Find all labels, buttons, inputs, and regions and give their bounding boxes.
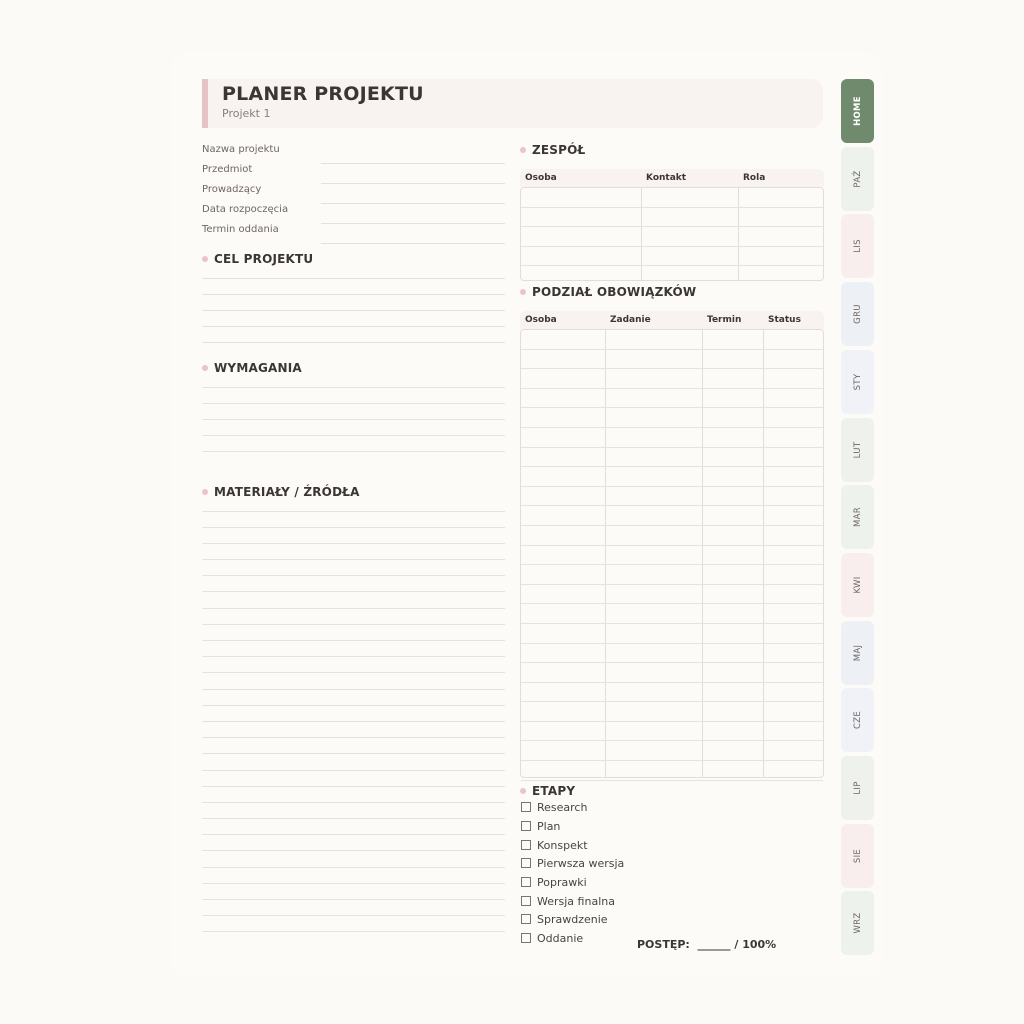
stage-label: Research [537, 801, 588, 814]
table-row[interactable] [521, 565, 823, 585]
table-row[interactable] [521, 408, 823, 428]
tab-label: MAJ [852, 644, 863, 661]
field-label: Przedmiot [202, 164, 253, 175]
table-row[interactable] [521, 683, 823, 703]
tab-wrz[interactable] [841, 891, 874, 955]
table-row[interactable] [521, 448, 823, 468]
tab-lis[interactable] [841, 214, 874, 278]
field-label: Termin oddania [202, 224, 279, 235]
field-deadline[interactable] [202, 224, 505, 244]
tab-label: GRU [852, 304, 863, 324]
table-row[interactable] [521, 467, 823, 487]
table-row[interactable] [521, 208, 823, 228]
progress-blank[interactable]: ______ [697, 938, 731, 951]
team-table [520, 169, 824, 281]
table-row[interactable] [521, 428, 823, 448]
tab-label: CZE [852, 711, 863, 730]
table-row[interactable] [521, 266, 823, 285]
field-label: Nazwa projektu [202, 144, 280, 155]
table-row[interactable] [521, 389, 823, 409]
section-team [520, 143, 585, 157]
bullet-dot [202, 489, 208, 495]
table-row[interactable] [521, 330, 823, 350]
tab-label: WRZ [852, 912, 863, 934]
stage-item[interactable] [521, 913, 608, 927]
tab-label: HOME [852, 96, 863, 126]
table-row[interactable] [521, 506, 823, 526]
checkbox[interactable] [521, 858, 531, 868]
table-row[interactable] [521, 761, 823, 781]
column-header: Osoba [525, 173, 557, 183]
tab-sty[interactable] [841, 350, 874, 414]
goal-lines[interactable] [202, 263, 505, 343]
tab-label: STY [852, 373, 863, 391]
bullet-dot [520, 289, 526, 295]
tab-label: SIE [852, 848, 863, 863]
tab-lut[interactable] [841, 418, 874, 482]
table-row[interactable] [521, 722, 823, 742]
team-table-header [520, 169, 824, 187]
tab-lip[interactable] [841, 756, 874, 820]
table-row[interactable] [521, 702, 823, 722]
planner-header [202, 79, 823, 128]
tab-cze[interactable] [841, 688, 874, 752]
table-row[interactable] [521, 644, 823, 664]
checkbox[interactable] [521, 821, 531, 831]
checkbox[interactable] [521, 914, 531, 924]
tab-kwi[interactable] [841, 553, 874, 617]
table-row[interactable] [521, 624, 823, 644]
tab-maj[interactable] [841, 621, 874, 685]
stage-label: Sprawdzenie [537, 913, 608, 926]
column-header: Rola [743, 173, 766, 183]
tab-gru[interactable] [841, 282, 874, 346]
column-header: Zadanie [610, 315, 651, 325]
tab-label: PAŹ [852, 170, 863, 188]
stage-item[interactable] [521, 820, 560, 834]
header-accent-bar [202, 79, 208, 128]
table-row[interactable] [521, 227, 823, 247]
field-start-date[interactable] [202, 204, 505, 224]
table-row[interactable] [521, 247, 823, 267]
checkbox[interactable] [521, 802, 531, 812]
tab-label: MAR [852, 507, 863, 528]
table-row[interactable] [521, 350, 823, 370]
duties-table-body[interactable] [520, 329, 824, 778]
field-label: Prowadzący [202, 184, 262, 195]
tab-mar[interactable] [841, 485, 874, 549]
materials-lines[interactable] [202, 495, 505, 932]
section-duties-title: PODZIAŁ OBOWIĄZKÓW [532, 285, 697, 299]
section-goal-title: CEL PROJEKTU [214, 252, 314, 266]
stage-label: Konspekt [537, 839, 588, 852]
column-header: Status [768, 315, 801, 325]
tab-paź[interactable] [841, 147, 874, 211]
table-row[interactable] [521, 487, 823, 507]
progress-suffix: / 100% [734, 938, 777, 951]
bullet-dot [202, 256, 208, 262]
section-duties [520, 285, 696, 299]
duties-table [520, 311, 824, 778]
table-row[interactable] [521, 188, 823, 208]
table-row[interactable] [521, 604, 823, 624]
bullet-dot [202, 365, 208, 371]
stage-item[interactable] [521, 857, 624, 871]
table-row[interactable] [521, 526, 823, 546]
progress-indicator[interactable] [637, 938, 776, 951]
column-header: Termin [707, 315, 742, 325]
field-instructor[interactable] [202, 184, 505, 204]
duties-table-header [520, 311, 824, 329]
table-row[interactable] [521, 741, 823, 761]
tab-label: LIS [852, 239, 863, 254]
stage-item[interactable] [521, 895, 615, 909]
field-project-name[interactable] [202, 144, 505, 164]
checkbox[interactable] [521, 933, 531, 943]
table-row[interactable] [521, 369, 823, 389]
checkbox[interactable] [521, 896, 531, 906]
checkbox[interactable] [521, 877, 531, 887]
stage-item[interactable] [521, 876, 587, 890]
stage-label: Wersja finalna [537, 895, 615, 908]
stage-label: Poprawki [537, 876, 587, 889]
tab-label: LIP [852, 781, 863, 795]
table-row[interactable] [521, 663, 823, 683]
section-team-title: ZESPÓŁ [532, 143, 586, 157]
stage-item[interactable] [521, 932, 583, 946]
table-row[interactable] [521, 585, 823, 605]
field-line [321, 243, 505, 244]
field-subject[interactable] [202, 164, 505, 184]
column-header: Osoba [525, 315, 557, 325]
page-subtitle: Projekt 1 [222, 107, 271, 120]
bullet-dot [520, 147, 526, 153]
stage-item[interactable] [521, 801, 587, 815]
section-stages [520, 784, 575, 798]
checkbox[interactable] [521, 840, 531, 850]
field-label: Data rozpoczęcia [202, 204, 289, 215]
tab-home[interactable] [841, 79, 874, 143]
requirements-lines[interactable] [202, 372, 505, 452]
page-title: PLANER PROJEKTU [222, 83, 424, 105]
section-requirements-title: WYMAGANIA [214, 361, 302, 375]
stage-item[interactable] [521, 839, 588, 853]
tab-label: KWI [852, 576, 863, 594]
stage-label: Pierwsza wersja [537, 857, 625, 870]
column-header: Kontakt [646, 173, 687, 183]
progress-label: POSTĘP: [637, 938, 690, 951]
tab-sie[interactable] [841, 824, 874, 888]
tab-label: LUT [852, 441, 863, 458]
team-table-body[interactable] [520, 187, 824, 281]
bullet-dot [520, 788, 526, 794]
section-materials-title: MATERIAŁY / ŹRÓDŁA [214, 485, 360, 499]
stage-label: Oddanie [537, 932, 584, 945]
section-stages-title: ETAPY [532, 784, 576, 798]
stage-label: Plan [537, 820, 561, 833]
table-row[interactable] [521, 546, 823, 566]
